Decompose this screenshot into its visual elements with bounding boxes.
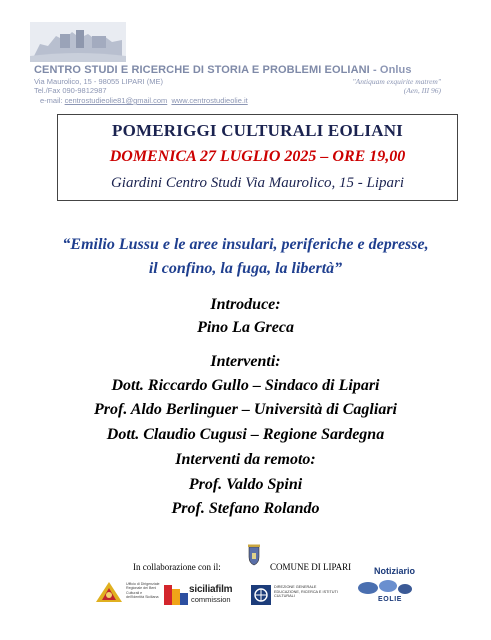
speaker-item: Dott. Claudio Cugusi – Regione Sardegna [106,426,385,443]
motto: "Antiquam exquirite matrem" [352,77,441,86]
remote-speaker-item: Prof. Valdo Spini [188,476,303,493]
comune-label: COMUNE DI LIPARI [270,562,352,572]
speaker-item: Dott. Riccardo Gullo – Sindaco di Lipari [111,377,380,394]
ministry-emblem-icon [250,583,272,609]
talk-title-line-1: “Emilio Lussu e le aree insulari, periferiche e depresse, [62,236,429,253]
remote-label: Interventi da remoto: [175,451,316,468]
event-series-title: POMERIGGI CULTURALI EOLIANI [112,121,403,140]
intro-label: Introduce: [210,296,281,313]
film-commission-icon [163,583,189,608]
contact-line [40,96,248,105]
event-location: Giardini Centro Studi Via Maurolico, 15 - Lipari [110,175,405,191]
remote-speaker-item: Prof. Stefano Rolando [171,500,320,517]
sf-word-2: commission [191,595,231,604]
notiziario-eolie-logo [352,566,416,608]
website-link[interactable]: www.centrostudieolie.it [171,96,248,105]
castle-logo [30,22,126,62]
dg-text: DIREZIONE GENERALE EDUCAZIONE, RICERCA E ISTITUTI CULTURALI [274,585,338,599]
email-label: e-mail: [40,96,65,105]
comune-crest-icon [246,544,262,566]
speaker-item: Prof. Aldo Berlinguer – Università di Cagliari [94,401,397,418]
notiziario-bottom: EOLIE [378,596,403,603]
org-address: Via Maurolico, 15 - 98055 LIPARI (ME) [34,77,163,86]
regione-sicilia-text: Ufficio di Dirigenziale Regionale dei Beni Culturali e dell'Identità Siciliana [126,582,160,599]
ministero-dg-logo [250,583,342,609]
org-name: CENTRO STUDI E RICERCHE DI STORIA E PROBLEMI EOLIANI [34,64,370,76]
motto-source: (Aen, III 96) [403,86,441,95]
trinacria-icon [94,580,124,606]
sf-word-1: siciliafilm [189,584,233,595]
org-title [34,64,412,76]
collab-label: In collaborazione con il: [133,562,221,572]
email-link[interactable]: centrostudieolie81@gmail.com [64,96,168,105]
intro-name: Pino La Greca [197,319,294,336]
notiziario-top: Notiziario [374,566,416,576]
org-phone: Tel./Fax 090-9812987 [34,86,107,95]
event-date: DOMENICA 27 LUGLIO 2025 – ORE 19,00 [109,148,406,165]
speakers-label: Interventi: [210,353,281,370]
org-suffix: - Onlus [369,64,412,76]
islands-icon [356,576,414,596]
sicilia-film-commission-logo [163,583,249,608]
regione-sicilia-logo [94,580,160,606]
talk-title-line-2: il confino, la fuga, la libertà” [148,260,343,277]
event-box [57,114,458,201]
